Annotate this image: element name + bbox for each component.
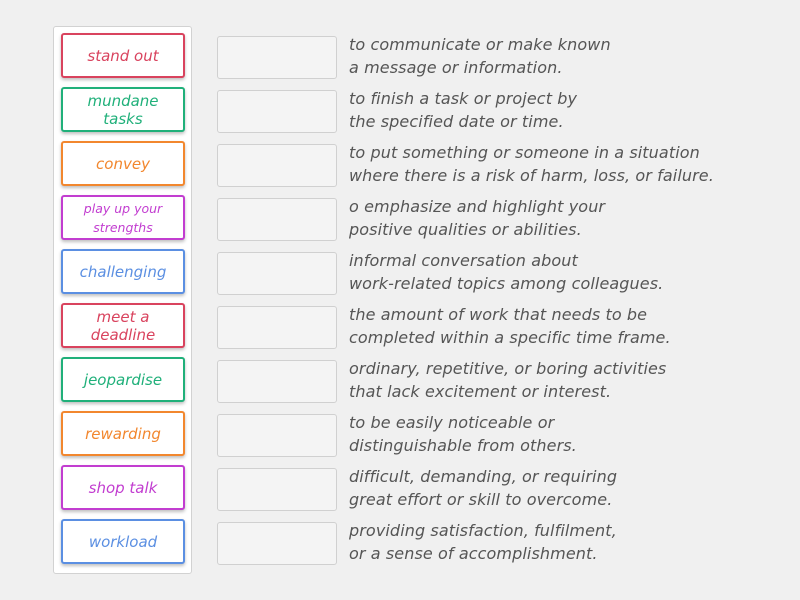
definition-line: where there is a risk of harm, loss, or failure. [349,166,714,185]
definition-line: providing satisfaction, fulfilment, [349,521,617,540]
definition-line: positive qualities or abilities. [349,220,582,239]
definition-line: work-related topics among colleagues. [349,274,664,293]
definition-line: a message or information. [349,58,563,77]
drop-slot[interactable] [217,36,337,79]
definition-line: or a sense of accomplishment. [349,544,598,563]
definition-line: to communicate or make known [349,35,611,54]
word-tile-challenging[interactable]: challenging [61,249,185,294]
definition-line: the specified date or time. [349,112,564,131]
definition-text [349,303,789,349]
word-tile-jeopardise[interactable]: jeopardise [61,357,185,402]
word-tile-shop-talk[interactable]: shop talk [61,465,185,510]
definition-text [349,87,789,133]
definition-text [349,465,789,511]
definition-line: the amount of work that needs to be [349,305,648,324]
word-tile-meet-a-deadline[interactable]: meet a deadline [61,303,185,348]
word-tile-mundane-tasks[interactable]: mundane tasks [61,87,185,132]
definition-text [349,195,789,241]
drop-slot[interactable] [217,414,337,457]
word-tile-rewarding[interactable]: rewarding [61,411,185,456]
definition-line: informal conversation about [349,251,578,270]
drop-slot[interactable] [217,144,337,187]
drop-slot[interactable] [217,468,337,511]
drop-slot[interactable] [217,198,337,241]
definition-line: difficult, demanding, or requiring [349,467,618,486]
drop-slot[interactable] [217,360,337,403]
definition-line: distinguishable from others. [349,436,577,455]
definition-text [349,249,789,295]
definition-text [349,141,789,187]
word-tile-convey[interactable]: convey [61,141,185,186]
definition-line: great effort or skill to overcome. [349,490,613,509]
drop-slot[interactable] [217,252,337,295]
word-tile-workload[interactable]: workload [61,519,185,564]
definition-line: that lack excitement or interest. [349,382,612,401]
definition-line: to be easily noticeable or [349,413,555,432]
definition-line: to put something or someone in a situation [349,143,700,162]
definition-line: to finish a task or project by [349,89,578,108]
definition-text [349,357,789,403]
definition-line: ordinary, repetitive, or boring activities [349,359,667,378]
definition-text [349,519,789,565]
definition-text [349,411,789,457]
definition-text [349,33,789,79]
definition-line: completed within a specific time frame. [349,328,671,347]
drop-slot[interactable] [217,306,337,349]
drop-slot[interactable] [217,90,337,133]
definition-line: o emphasize and highlight your [349,197,606,216]
word-tile-stand-out[interactable]: stand out [61,33,185,78]
word-tile-play-up-your-strengths[interactable]: play up your strengths [61,195,185,240]
drop-slot[interactable] [217,522,337,565]
